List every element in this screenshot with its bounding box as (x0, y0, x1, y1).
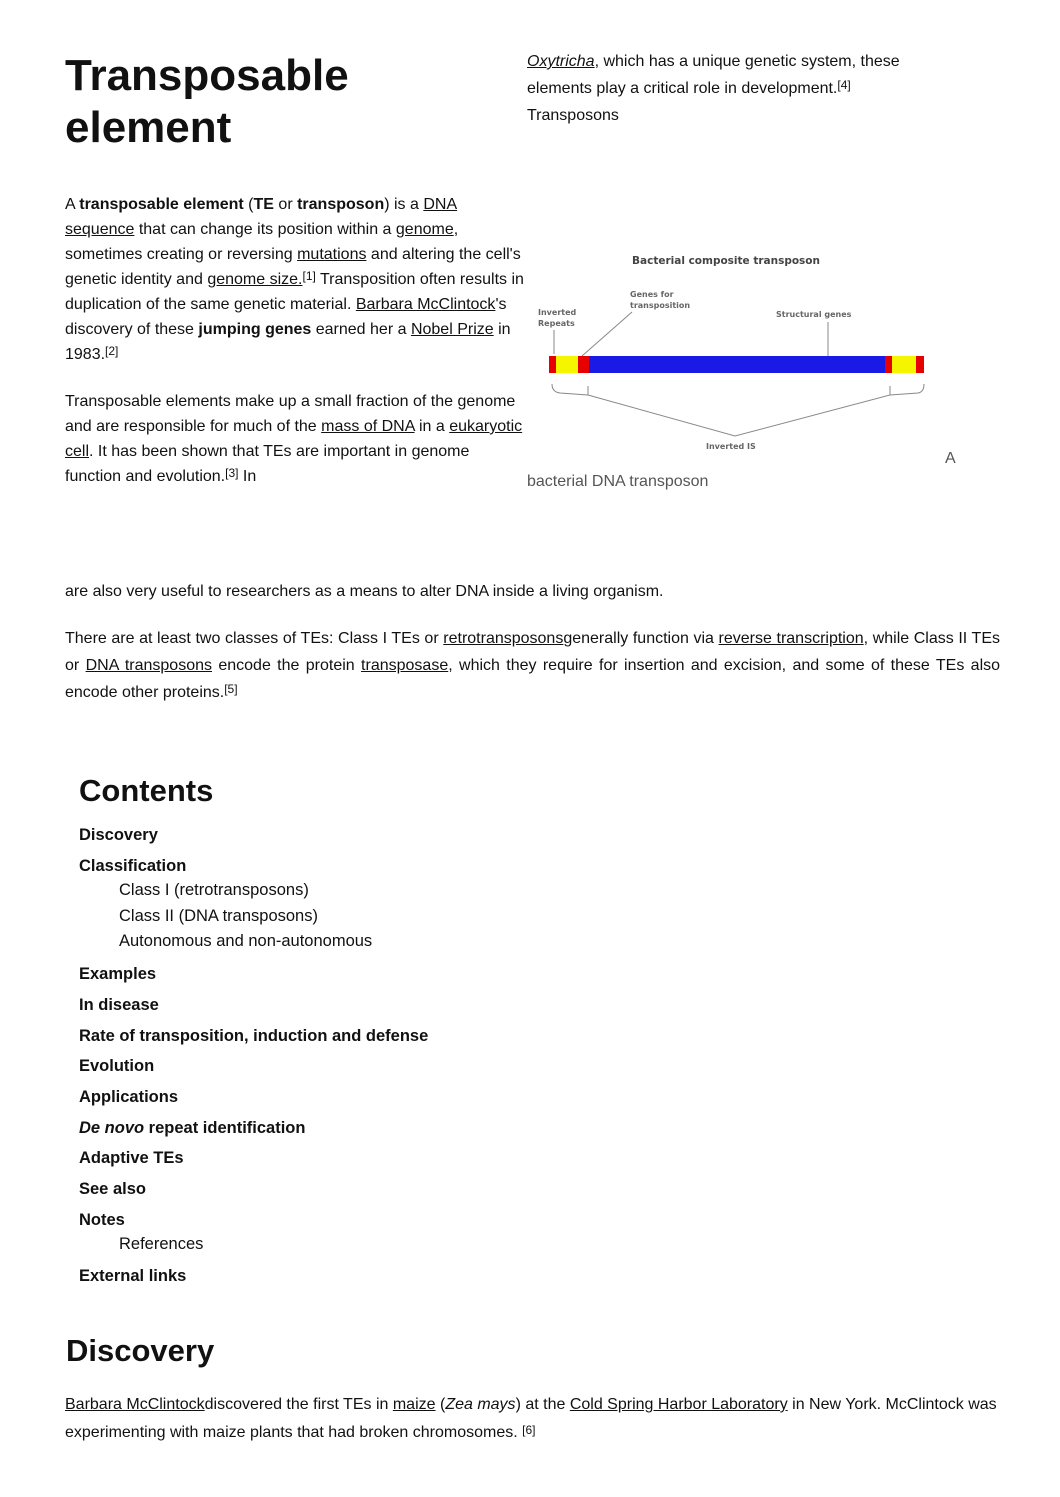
link-retrotransposons[interactable]: retrotransposons (443, 630, 564, 647)
toc-item-discovery[interactable]: Discovery (79, 826, 158, 844)
link-genome-size[interactable]: genome size. (207, 271, 303, 288)
link-barbara-mcclintock-2[interactable]: Barbara McClintock (65, 1396, 205, 1413)
link-genome[interactable]: genome (395, 221, 454, 238)
figure-caption: bacterial DNA transposon (527, 473, 709, 490)
toc-subitem-references[interactable]: References (119, 1234, 204, 1253)
toc-item-examples[interactable]: Examples (79, 964, 157, 983)
bar-red-left-outer (549, 356, 556, 373)
section-heading-discovery: Discovery (66, 1333, 215, 1368)
toc-item-notes[interactable]: Notes (79, 1210, 125, 1229)
link-nobel-prize[interactable]: Nobel Prize (410, 321, 494, 338)
discovery-paragraph: Barbara McClintockdiscovered the first TEs in maize (Zea mays) at the Cold Spring Harbor Laboratory in New York. McClintock was experimenting with maize plants that had broken chromosomes. [6] (65, 1396, 997, 1441)
lead-section (65, 192, 527, 511)
link-oxytricha[interactable]: Oxytricha (527, 53, 595, 70)
toc-title: Contents (79, 773, 214, 808)
ref-1[interactable]: [1] (302, 269, 316, 283)
ref-6[interactable]: [6] (522, 1423, 536, 1437)
transposons-label: Transposons (527, 107, 619, 124)
bar-yellow-left (556, 356, 578, 373)
bar-blue-center (589, 356, 885, 373)
label-genes-transposition-2: transposition (630, 301, 691, 310)
link-cold-spring-harbor[interactable]: Cold Spring Harbor Laboratory (569, 1396, 788, 1413)
link-mutations[interactable]: mutations (297, 246, 367, 263)
label-structural-genes: Structural genes (776, 310, 852, 319)
lead-paragraph-1: A transposable element (TE or transposon) is a DNA sequence that can change its position within a genome, sometimes creating or reversing mutations and altering the cell's genetic identity and genome size.[1] Transposition often results in duplication of the same genetic material. Barbara McClintock's discovery of these jumping genes earned her a Nobel Prize in 1983.[2] (65, 196, 524, 363)
toc-item-evolution[interactable]: Evolution (79, 1056, 155, 1075)
bar-red-left-inner (578, 356, 589, 373)
bar-red-right-outer (916, 356, 924, 373)
label-inverted-repeats: Inverted (538, 308, 577, 317)
toc-item-in-disease[interactable]: In disease (79, 995, 159, 1014)
toc-subitem-class-2[interactable]: Class II (DNA transposons) (119, 906, 318, 925)
toc-subitem-autonomous[interactable]: Autonomous and non-autonomous (119, 932, 373, 950)
link-eukaryotic-cell[interactable]: eukaryotic cell (65, 418, 523, 460)
label-inverted-repeats-2: Repeats (538, 319, 575, 328)
link-barbara-mcclintock[interactable]: Barbara McClintock (355, 296, 496, 313)
link-dna-transposons[interactable]: DNA transposons (85, 657, 212, 674)
link-transposase[interactable]: transposase (361, 657, 449, 674)
toc-item-see-also[interactable]: See also (79, 1179, 146, 1198)
table-of-contents (79, 770, 579, 1288)
toc-item-applications[interactable]: Applications (79, 1087, 179, 1106)
link-mass-of-dna[interactable]: mass of DNA (321, 418, 415, 435)
paragraph-researchers: are also very useful to researchers as a means to alter DNA inside a living organism. (65, 583, 664, 600)
toc-item-classification[interactable]: Classification (79, 857, 187, 875)
link-maize[interactable]: maize (392, 1396, 436, 1413)
toc-item-rate-of-transposition[interactable]: Rate of transposition, induction and defense (79, 1026, 429, 1045)
ref-5[interactable]: [5] (224, 682, 238, 696)
toc-subitem-class-1[interactable]: Class I (retrotransposons) (119, 881, 309, 899)
ref-4[interactable]: [4] (837, 78, 851, 92)
link-reverse-transcription[interactable]: reverse transcription (718, 630, 864, 647)
label-genes-transposition: Genes for (630, 290, 674, 299)
toc-item-de-novo[interactable]: De novo repeat identification (79, 1118, 306, 1137)
pointer-genes (582, 312, 632, 356)
transposon-diagram (530, 240, 930, 462)
right-column-text: Oxytricha, which has a unique genetic system, these elements play a critical role in development.[4] Transposons (527, 53, 900, 124)
page-title: Transposable element (65, 51, 349, 152)
bar-yellow-right (892, 356, 916, 373)
paragraph-classes: There are at least two classes of TEs: Class I TEs or retrotransposonsgenerally function via reverse transcription, while Class II TEs or DNA transposons encode the protein transposase, which they require for insertion and excision, and some of these TEs also encode other proteins.[5] (65, 630, 1001, 701)
ref-3[interactable]: [3] (225, 466, 239, 480)
figure-caption-prefix: A (945, 450, 956, 467)
bracket-inverted-is (552, 384, 924, 436)
toc-item-adaptive-tes[interactable]: Adaptive TEs (79, 1148, 184, 1167)
link-dna-sequence[interactable]: DNA sequence (65, 196, 458, 238)
diagram-title: Bacterial composite transposon (632, 255, 821, 267)
toc-item-external-links[interactable]: External links (79, 1267, 187, 1285)
bar-red-right-inner (885, 356, 892, 373)
ref-2[interactable]: [2] (105, 344, 119, 358)
lead-paragraph-2: Transposable elements make up a small fraction of the genome and are responsible for much of the mass of DNA in a eukaryotic cell. It has been shown that TEs are important in genome function and evolution.[3] In (65, 393, 523, 485)
label-inverted-is: Inverted IS (706, 442, 756, 451)
